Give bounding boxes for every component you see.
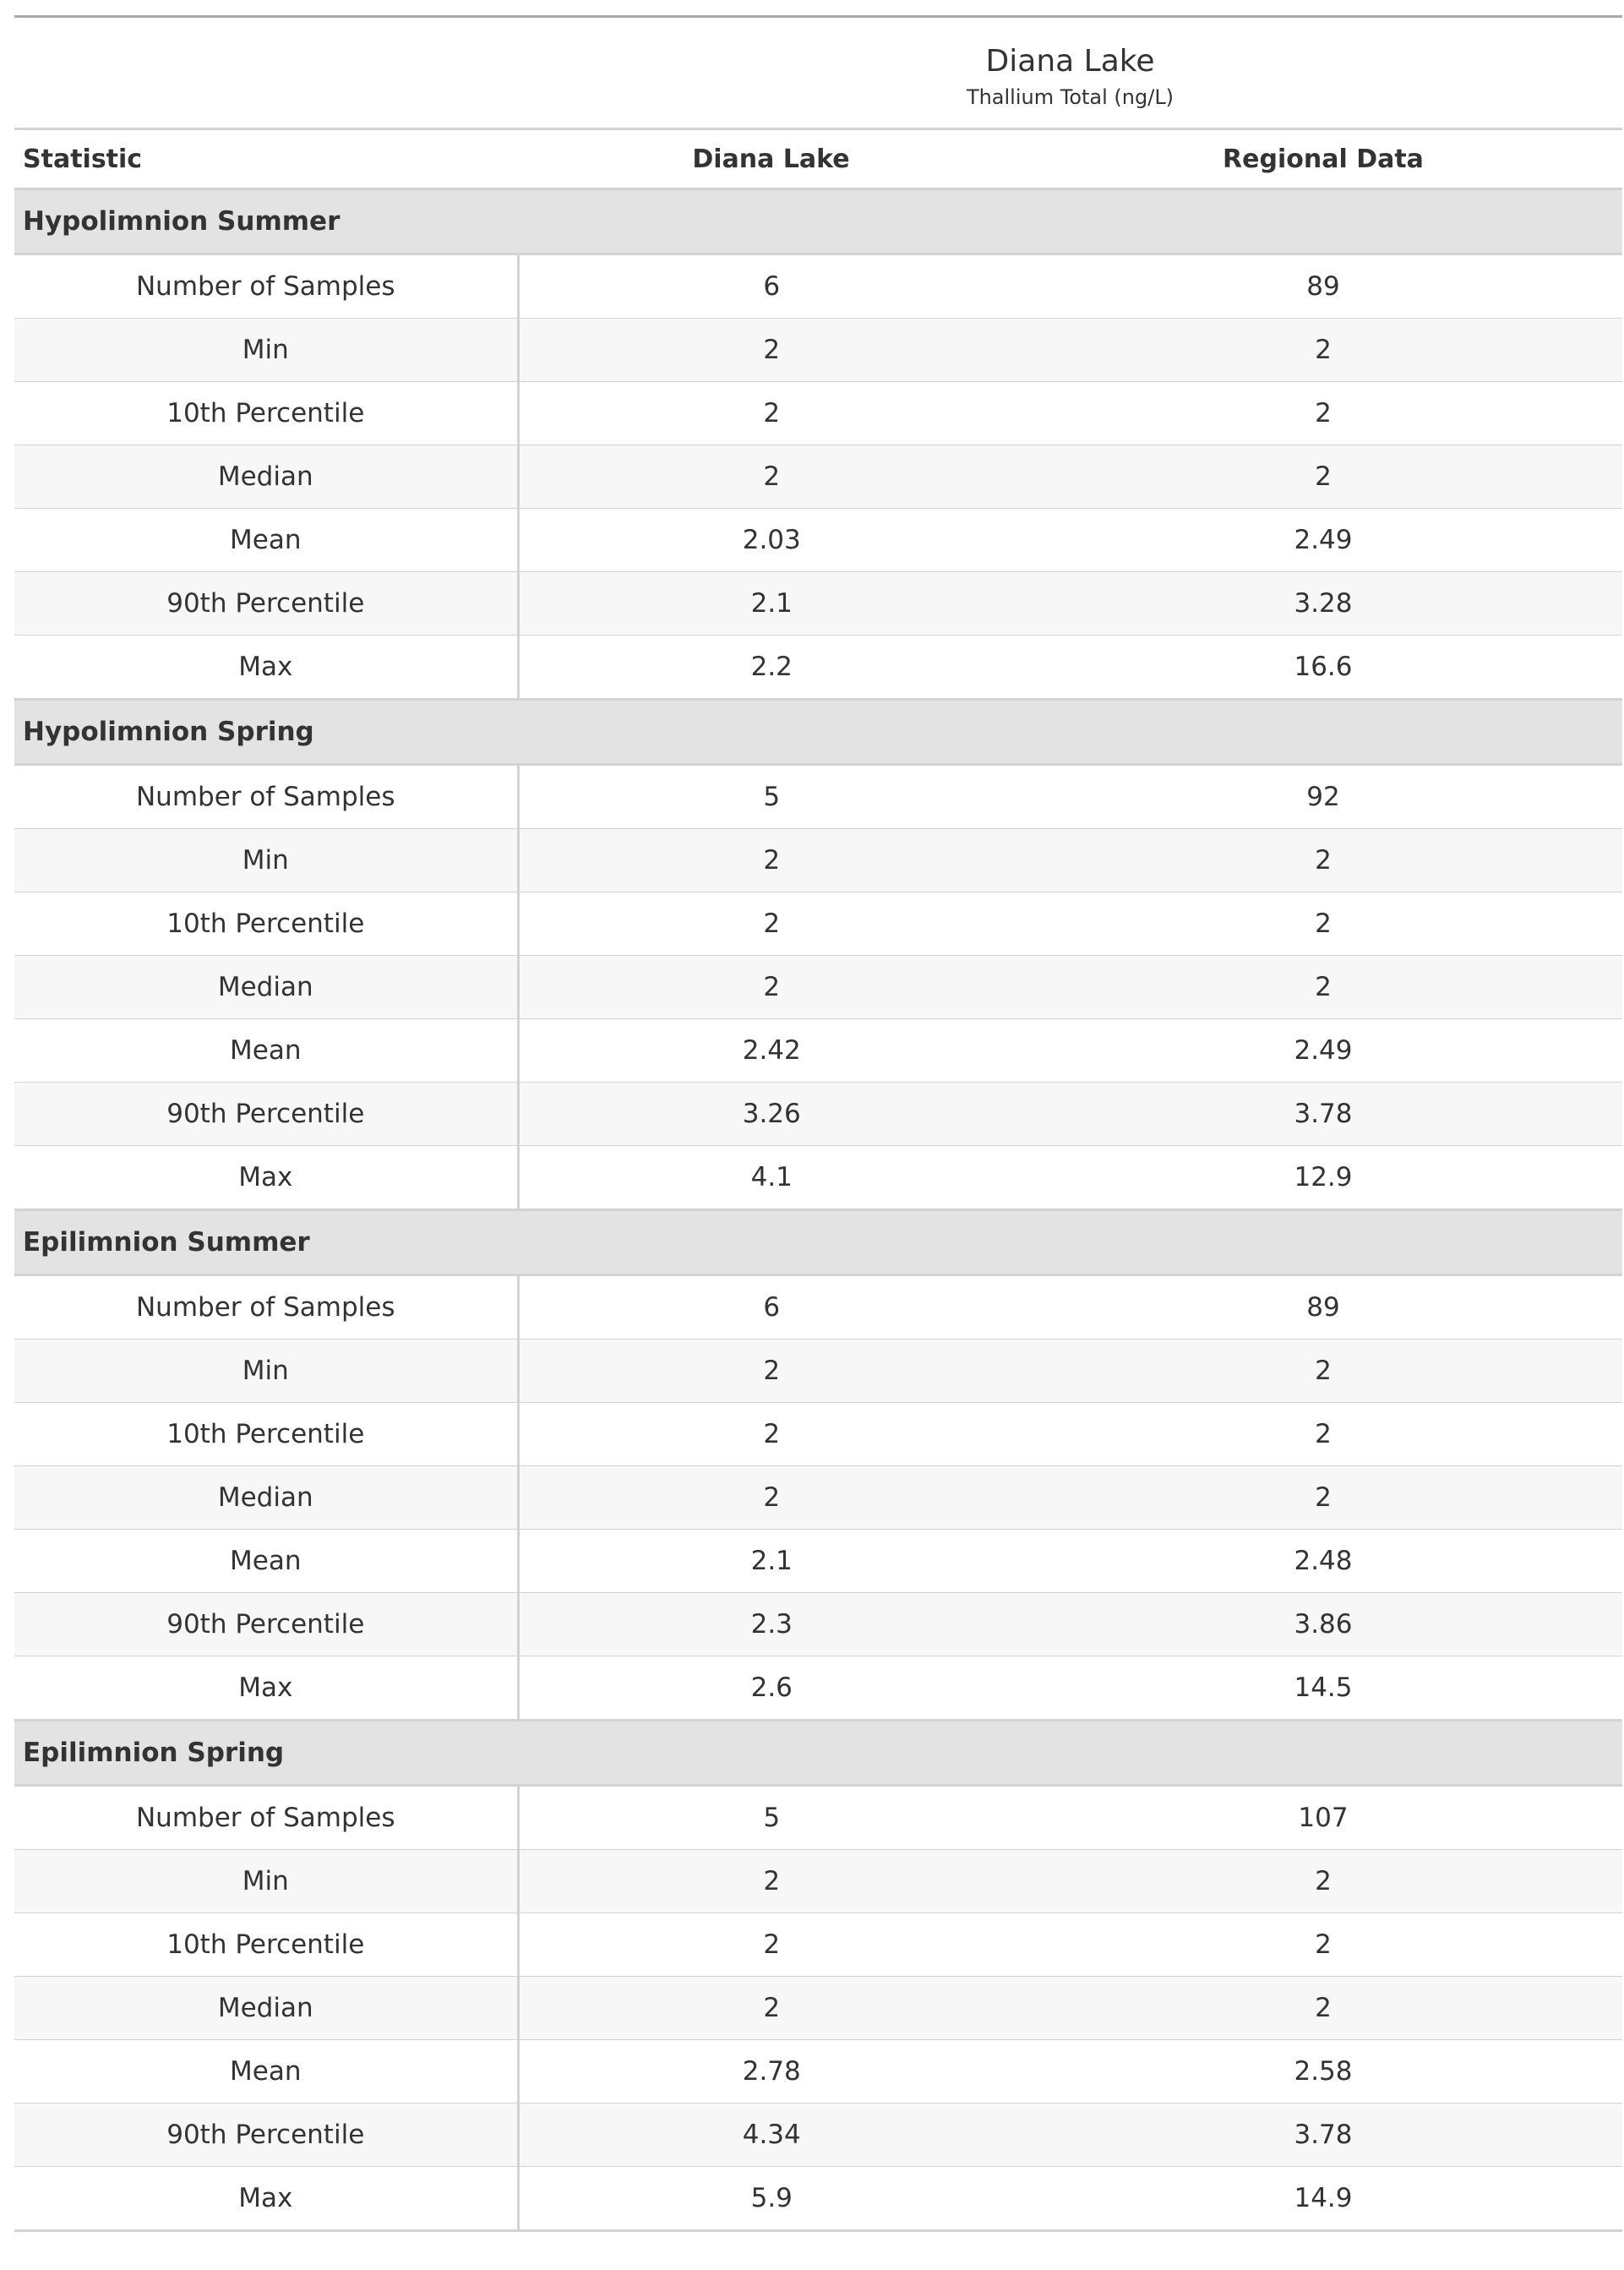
regional-data-value-cell: 2 [1024,445,1622,509]
statistic-cell: Max [14,1656,518,1721]
statistic-cell: Number of Samples [14,1275,518,1340]
statistic-cell: Number of Samples [14,765,518,829]
regional-data-value-cell: 89 [1024,1275,1622,1340]
statistic-cell: Max [14,1146,518,1210]
diana-lake-value-cell: 2.1 [518,1530,1024,1593]
statistic-cell: 10th Percentile [14,892,518,956]
diana-lake-value-cell: 2.78 [518,2040,1024,2104]
diana-lake-value-cell: 2 [518,1850,1024,1913]
table-row [14,1530,1622,1593]
regional-data-value-cell: 2 [1024,382,1622,445]
regional-data-value-cell: 89 [1024,254,1622,319]
table-row [14,445,1622,509]
diana-lake-value-cell: 2 [518,1340,1024,1403]
table-subtitle-row [14,85,1622,129]
regional-data-value-cell: 2.48 [1024,1530,1622,1593]
diana-lake-value-cell: 2 [518,1466,1024,1530]
diana-lake-value-cell: 2 [518,445,1024,509]
table-row [14,1466,1622,1530]
table-row [14,572,1622,636]
statistic-cell: Mean [14,509,518,572]
table-title: Diana Lake [985,44,1155,79]
table-subtitle: Thallium Total (ng/L) [518,85,1622,129]
table-row [14,1977,1622,2040]
group-header-row [14,1210,1622,1275]
table-row [14,829,1622,892]
table-row [14,1146,1622,1210]
table-row [14,956,1622,1019]
table-body [14,189,1622,2231]
regional-data-value-cell: 2 [1024,1913,1622,1977]
regional-data-value-cell: 2.58 [1024,2040,1622,2104]
regional-data-value-cell: 2 [1024,1403,1622,1466]
regional-data-value-cell: 2.49 [1024,509,1622,572]
group-label: Epilimnion Summer [14,1210,1622,1275]
regional-data-value-cell: 2 [1024,1340,1622,1403]
statistic-cell: Max [14,2167,518,2231]
statistic-cell: 90th Percentile [14,2104,518,2167]
diana-lake-value-cell: 2 [518,319,1024,382]
table-row [14,1593,1622,1656]
column-header-statistic: Statistic [14,129,518,189]
table-title-row [14,17,1622,86]
regional-data-value-cell: 2 [1024,319,1622,382]
diana-lake-value-cell: 2.03 [518,509,1024,572]
regional-data-value-cell: 2 [1024,1850,1622,1913]
table-row [14,892,1622,956]
regional-data-value-cell: 2 [1024,829,1622,892]
group-label: Hypolimnion Summer [14,189,1622,254]
statistic-cell: Median [14,1977,518,2040]
group-label: Epilimnion Spring [14,1721,1622,1786]
diana-lake-value-cell: 2.3 [518,1593,1024,1656]
table-row [14,2104,1622,2167]
table-row [14,319,1622,382]
diana-lake-value-cell: 2 [518,1977,1024,2040]
diana-lake-value-cell: 5.9 [518,2167,1024,2231]
statistic-cell: Number of Samples [14,1786,518,1850]
statistic-cell: Min [14,1340,518,1403]
column-header-diana-lake: Diana Lake [518,129,1024,189]
table-row [14,2167,1622,2231]
diana-lake-value-cell: 2.42 [518,1019,1024,1083]
diana-lake-value-cell: 3.26 [518,1083,1024,1146]
statistic-cell: Median [14,956,518,1019]
diana-lake-value-cell: 6 [518,1275,1024,1340]
statistic-cell: Number of Samples [14,254,518,319]
diana-lake-value-cell: 2 [518,829,1024,892]
diana-lake-value-cell: 2 [518,382,1024,445]
regional-data-value-cell: 2 [1024,892,1622,956]
diana-lake-value-cell: 2 [518,956,1024,1019]
statistic-cell: Min [14,1850,518,1913]
group-header-row [14,189,1622,254]
table-row [14,1340,1622,1403]
regional-data-value-cell: 2 [1024,956,1622,1019]
statistic-cell: 90th Percentile [14,1593,518,1656]
table-row [14,1083,1622,1146]
regional-data-value-cell: 2 [1024,1977,1622,2040]
table-row [14,1656,1622,1721]
diana-lake-value-cell: 5 [518,765,1024,829]
regional-data-value-cell: 2 [1024,1466,1622,1530]
diana-lake-value-cell: 4.34 [518,2104,1024,2167]
statistic-cell: Mean [14,1530,518,1593]
regional-data-value-cell: 92 [1024,765,1622,829]
table-row [14,382,1622,445]
table-row [14,1786,1622,1850]
table-row [14,254,1622,319]
statistics-table [14,15,1622,2232]
table-row [14,1850,1622,1913]
table-row [14,509,1622,572]
regional-data-value-cell: 107 [1024,1786,1622,1850]
statistic-cell: 90th Percentile [14,572,518,636]
group-header-row [14,700,1622,765]
diana-lake-value-cell: 4.1 [518,1146,1024,1210]
regional-data-value-cell: 3.78 [1024,2104,1622,2167]
table-row [14,1913,1622,1977]
statistic-cell: 10th Percentile [14,1403,518,1466]
diana-lake-value-cell: 6 [518,254,1024,319]
diana-lake-value-cell: 2.1 [518,572,1024,636]
statistic-cell: Median [14,1466,518,1530]
regional-data-value-cell: 14.5 [1024,1656,1622,1721]
statistic-cell: 10th Percentile [14,1913,518,1977]
statistic-cell: Median [14,445,518,509]
column-header-row [14,129,1622,189]
regional-data-value-cell: 2.49 [1024,1019,1622,1083]
table-row [14,1403,1622,1466]
statistic-cell: Max [14,636,518,700]
table-row [14,636,1622,700]
regional-data-value-cell: 12.9 [1024,1146,1622,1210]
group-header-row [14,1721,1622,1786]
regional-data-value-cell: 16.6 [1024,636,1622,700]
diana-lake-value-cell: 2.6 [518,1656,1024,1721]
table-row [14,2040,1622,2104]
statistic-cell: Min [14,829,518,892]
diana-lake-value-cell: 5 [518,1786,1024,1850]
table-row [14,1275,1622,1340]
statistic-cell: 10th Percentile [14,382,518,445]
statistics-table-container [14,15,1622,2232]
statistic-cell: Mean [14,2040,518,2104]
regional-data-value-cell: 3.78 [1024,1083,1622,1146]
group-label: Hypolimnion Spring [14,700,1622,765]
diana-lake-value-cell: 2.2 [518,636,1024,700]
statistic-cell: Min [14,319,518,382]
table-row [14,765,1622,829]
column-header-regional-data: Regional Data [1024,129,1622,189]
statistic-cell: 90th Percentile [14,1083,518,1146]
regional-data-value-cell: 3.28 [1024,572,1622,636]
regional-data-value-cell: 14.9 [1024,2167,1622,2231]
regional-data-value-cell: 3.86 [1024,1593,1622,1656]
diana-lake-value-cell: 2 [518,1403,1024,1466]
table-row [14,1019,1622,1083]
diana-lake-value-cell: 2 [518,892,1024,956]
statistic-cell: Mean [14,1019,518,1083]
diana-lake-value-cell: 2 [518,1913,1024,1977]
